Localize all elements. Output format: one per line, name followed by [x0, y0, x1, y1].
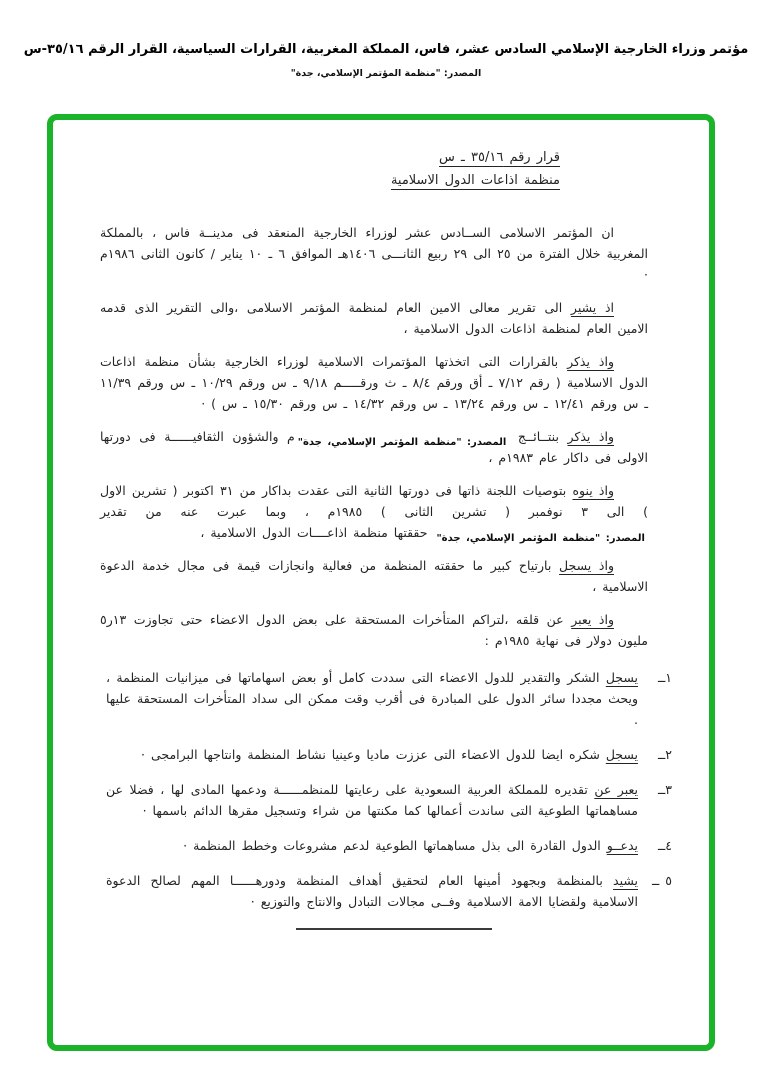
paragraph-recital-1: اذ يشير الى تقرير معالى الامين العام لمنظمة المؤتمر الاسلامى ،والى التقرير الذى قدمه الامين العام لمنظمة اذاعات الدول الاسلامية ، [100, 300, 648, 336]
item-number: ٢ــ [657, 747, 672, 762]
item-text: يعبر عن تقديره للمملكة العربية السعودية على رعايتها للمنظمــــــة ودعمها المادى لها ، فضلا عن مساهماتها الطوعية التى ساندت أعمالها كما مكنتها من شراء وتسجيل مقرها الدائم باسمها · [106, 782, 638, 818]
source-watermark-overlay: المصدر: "منظمة المؤتمر الإسلامي، جدة" [433, 533, 648, 545]
resolution-items-list [100, 667, 672, 912]
resolution-item-5 [100, 870, 672, 912]
paragraph-recital-5: واذ يسجل بارتياح كبير ما حققته المنظمة من فعالية وانجازات قيمة فى مجال خدمة الدعوة الاسلامية ، [100, 558, 648, 594]
item-text: يسجل شكره ايضا للدول الاعضاء التى عززت ماديا وعينيا نشاط المنظمة وانتاجها البرامجى · [141, 747, 638, 762]
resolution-subject: منظمة اذاعات الدول الاسلامية [390, 173, 560, 188]
item-number: ٥ ــ [651, 873, 672, 888]
paragraph-recital-3: واذ يذكر بنتــائــج المصدر: "منظمة المؤتمر الإسلامي، جدة"م والشؤون الثقافيــــــة فى دورتها الاولى فى داكار عام ١٩٨٣م ، [100, 429, 648, 465]
resolution-title [100, 146, 560, 192]
paragraph-recital-2: واذ يذكر بالقرارات التى اتخذتها المؤتمرات الاسلامية لوزراء الخارجية بشأن منظمة اذاعات الدول الاسلامية ( رقم ٧/١٢ ـ أق ورقم ٨/٤ ـ ث ورقـــــم ٩/١٨ ـ س ورقم ١٠/٢٩ ـ س ورقم ١١/٣٩ ـ س ورقم ١٢/٤١ ـ س ورقم ١٣/٢٤ ـ س ورقم ١٤/٣٢ ـ س ورقم ١٥/٣٠ ـ س ) · [100, 354, 648, 411]
paragraph-preamble: ان المؤتمر الاسلامى الســادس عشر لوزراء الخارجية المنعقد فى مدينــة فاس ، بالمملكة المغربية خلال الفترة من ٢٥ الى ٢٩ ربيع الثانـــى ١٤٠٦هـ الموافق ٦ ـ ١٠ يناير / كانون الثانى ١٩٨٦م · [100, 225, 648, 282]
document-source-line: المصدر: "منظمة المؤتمر الإسلامي، جدة" [290, 68, 482, 79]
document-body [100, 146, 672, 930]
item-text: يشيد بالمنظمة وبجهود أمينها العام لتحقيق أهداف المنظمة ودورهــــــا المهم لصالح الدعوة الاسلامية ولقضايا الامة الاسلامية وفــى مجالات التبادل والانتاج والتوزيع · [106, 873, 638, 909]
document-header-title: مؤتمر وزراء الخارجية الإسلامي السادس عشر، فاس، المملكة المغربية، القرارات السياسية، القرار الرقم ٣٥/١٦-س [23, 42, 749, 57]
resolution-item-2 [100, 744, 672, 765]
item-text: يسجل الشكر والتقدير للدول الاعضاء التى سددت كامل أو بعض اسهاماتها فى ميزانيات المنظمة ، ويحث مجددا سائر الدول على المبادرة فى أقرب وقت ممكن الى سداد المتأخرات المستحقة عليها . [106, 670, 638, 727]
item-number: ٤ــ [657, 838, 672, 853]
item-number: ١ــ [657, 670, 672, 685]
resolution-item-3 [100, 779, 672, 821]
resolution-number: قرار رقم ٣٥/١٦ ـ س [439, 150, 560, 165]
item-number: ٣ــ [657, 782, 672, 797]
resolution-item-1 [100, 667, 672, 730]
end-of-resolution-divider [296, 928, 492, 930]
item-text: يدعــو الدول القادرة الى بذل مساهماتها الطوعية لدعم مشروعات وخطط المنظمة · [183, 838, 638, 853]
resolution-item-4 [100, 835, 672, 856]
source-watermark-overlay: المصدر: "منظمة المؤتمر الإسلامي، جدة" [295, 437, 510, 449]
paragraph-recital-4: واذ ينوه بتوصيات اللجنة ذاتها فى دورتها الثانية التى عقدت بداكار من ٣١ اكتوبر ( تشرين الاول ) الى ٣ نوفمبر ( تشرين الثانى ) ١٩٨٥م ، وبما عبرت عنه من تقدير المصدر: "منظمة المؤتمر الإسلامي، جدة" حققتها منظمة اذاعــــات الدول الاسلامية ، [100, 483, 648, 544]
paragraph-recital-6: واذ يعبر عن قلقه ،لتراكم المتأخرات المستحقة على بعض الدول الاعضاء حتى تجاوزت ١٣ر٥ مليون دولار فى نهاية ١٩٨٥م : [100, 612, 648, 648]
